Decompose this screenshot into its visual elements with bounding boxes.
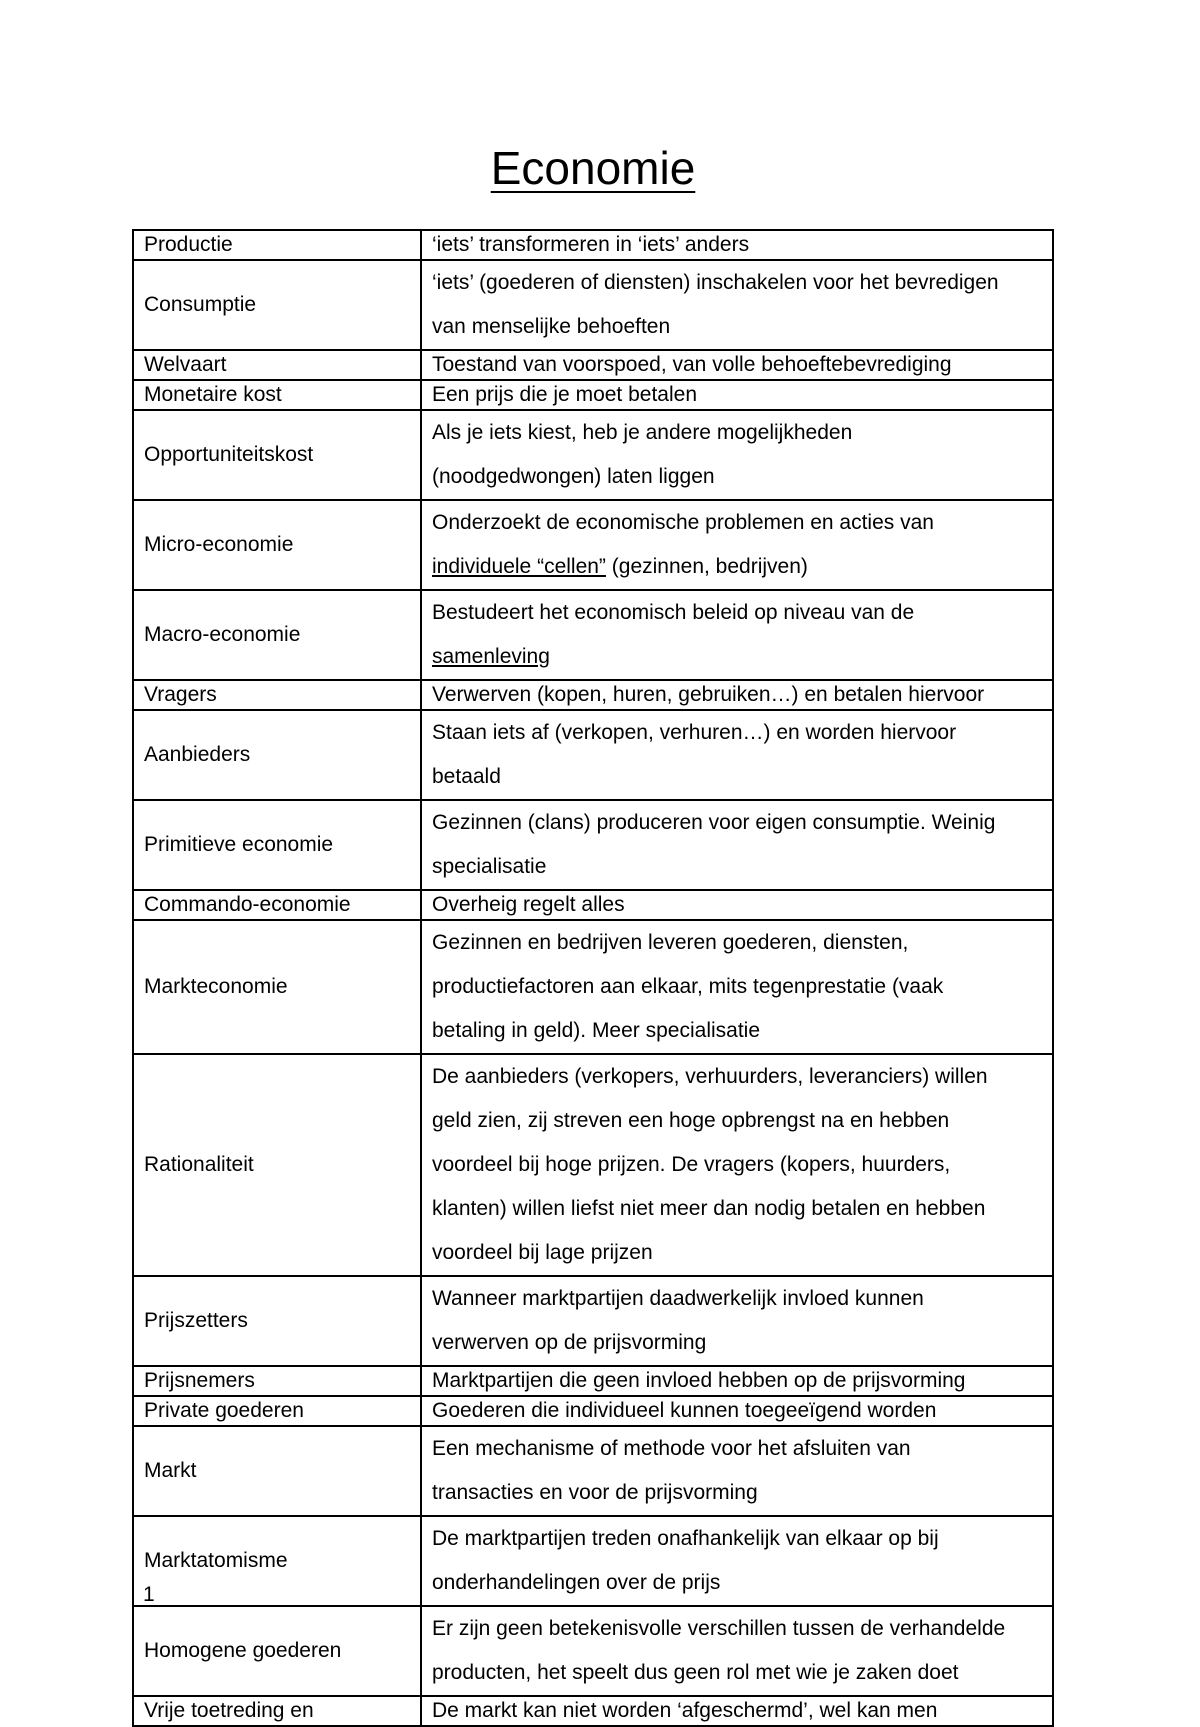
definition-line: specialisatie [432, 855, 547, 878]
definition-line: (noodgedwongen) laten liggen [432, 465, 715, 488]
table-row [133, 380, 1053, 410]
term-cell: Monetaire kost [133, 380, 421, 410]
definition-line: Onderzoekt de economische problemen en acties van [432, 511, 934, 534]
definition-line: producten, het speelt dus geen rol met wie je zaken doet [432, 1661, 959, 1684]
term-cell: Marktatomisme [133, 1516, 421, 1606]
term-cell: Markt [133, 1426, 421, 1516]
table-row [133, 890, 1053, 920]
term-cell: Rationaliteit [133, 1054, 421, 1276]
definition-line: ‘iets’ (goederen of diensten) inschakelen voor het bevredigen [432, 271, 999, 294]
definition-line: verwerven op de prijsvorming [432, 1331, 707, 1354]
table-row [133, 710, 1053, 800]
term-cell: Opportuniteitskost [133, 410, 421, 500]
table-row [133, 350, 1053, 380]
definition-line: betaling in geld). Meer specialisatie [432, 1019, 761, 1042]
definition-line: Een mechanisme of methode voor het afsluiten van [432, 1437, 911, 1460]
table-row [133, 1696, 1053, 1726]
glossary-body [133, 230, 1053, 1726]
definition-line: De aanbieders (verkopers, verhuurders, leveranciers) willen [432, 1065, 988, 1088]
definition-line: onderhandelingen over de prijs [432, 1571, 721, 1594]
table-row [133, 1396, 1053, 1426]
term-cell: Vragers [133, 680, 421, 710]
definition-line [432, 635, 1042, 679]
definition-line: Gezinnen en bedrijven leveren goederen, diensten, [432, 931, 909, 954]
definition-line: voordeel bij lage prijzen [432, 1241, 653, 1264]
definition-line: geld zien, zij streven een hoge opbrengst na en hebben [432, 1109, 950, 1132]
table-row [133, 1606, 1053, 1696]
definition-cell [421, 920, 1053, 1054]
definition-cell [421, 1366, 1053, 1396]
underlined-text: individuele “cellen” [432, 555, 606, 578]
term-cell: Prijsnemers [133, 1366, 421, 1396]
definition-line: Er zijn geen betekenisvolle verschillen tussen de verhandelde [432, 1617, 1006, 1640]
definition-line: betaald [432, 765, 501, 788]
term-cell: Macro-economie [133, 590, 421, 680]
table-row [133, 1366, 1053, 1396]
table-row [133, 1426, 1053, 1516]
definition-cell [421, 230, 1053, 260]
definition-cell [421, 590, 1053, 680]
page-title: Economie [490, 142, 696, 194]
page-number: 1 [143, 1583, 155, 1606]
table-row [133, 410, 1053, 500]
definition-line: Gezinnen (clans) produceren voor eigen consumptie. Weinig [432, 811, 996, 834]
term-cell: Productie [133, 230, 421, 260]
definition-line: ‘iets’ transformeren in ‘iets’ anders [432, 233, 750, 256]
definition-cell [421, 1696, 1053, 1726]
definition-cell [421, 1426, 1053, 1516]
definition-line: Goederen die individueel kunnen toegeeïgend worden [432, 1399, 937, 1422]
definition-line: productiefactoren aan elkaar, mits tegenprestatie (vaak [432, 975, 944, 998]
table-row [133, 920, 1053, 1054]
term-cell: Primitieve economie [133, 800, 421, 890]
definition-line: individuele “cellen” (gezinnen, bedrijven) [432, 555, 808, 578]
term-cell: Consumptie [133, 260, 421, 350]
term-cell: Commando-economie [133, 890, 421, 920]
table-row [133, 1276, 1053, 1366]
definition-cell [421, 1396, 1053, 1426]
table-row [133, 260, 1053, 350]
table-row [133, 800, 1053, 890]
definition-line: voordeel bij hoge prijzen. De vragers (kopers, huurders, [432, 1153, 951, 1176]
term-cell: Private goederen [133, 1396, 421, 1426]
definition-cell [421, 1276, 1053, 1366]
term-cell: Homogene goederen [133, 1606, 421, 1696]
definition-cell [421, 1516, 1053, 1606]
definition-line: Wanneer marktpartijen daadwerkelijk invloed kunnen [432, 1287, 924, 1310]
table-row [133, 500, 1053, 590]
underlined-text: samenleving [432, 645, 550, 668]
definition-cell [421, 800, 1053, 890]
definition-cell [421, 350, 1053, 380]
definition-cell [421, 1606, 1053, 1696]
definition-line: De markt kan niet worden ‘afgeschermd’, wel kan men [432, 1699, 938, 1722]
table-row [133, 230, 1053, 260]
definition-cell [421, 710, 1053, 800]
definition-line: Een prijs die je moet betalen [432, 383, 697, 406]
term-cell: Welvaart [133, 350, 421, 380]
definition-cell [421, 500, 1053, 590]
definition-line: transacties en voor de prijsvorming [432, 1481, 758, 1504]
term-cell: Prijszetters [133, 1276, 421, 1366]
definition-line: Bestudeert het economisch beleid op niveau van de [432, 601, 915, 624]
definition-line: van menselijke behoeften [432, 315, 671, 338]
definition-line: Staan iets af (verkopen, verhuren…) en worden hiervoor [432, 721, 957, 744]
definition-line: Overheig regelt alles [432, 893, 625, 916]
definition-cell [421, 380, 1053, 410]
definition-cell [421, 410, 1053, 500]
table-row [133, 590, 1053, 680]
definition-cell [421, 680, 1053, 710]
definition-cell [421, 260, 1053, 350]
table-row [133, 680, 1053, 710]
definition-cell [421, 890, 1053, 920]
term-cell: Vrije toetreding en [133, 1696, 421, 1726]
definition-line: Toestand van voorspoed, van volle behoeftebevrediging [432, 353, 952, 376]
definition-line: Als je iets kiest, heb je andere mogelijkheden [432, 421, 853, 444]
definition-line: klanten) willen liefst niet meer dan nodig betalen en hebben [432, 1197, 986, 1220]
definition-line: De marktpartijen treden onafhankelijk van elkaar op bij [432, 1527, 939, 1550]
definition-line: Verwerven (kopen, huren, gebruiken…) en betalen hiervoor [432, 683, 985, 706]
table-row [133, 1516, 1053, 1606]
term-cell: Markteconomie [133, 920, 421, 1054]
glossary-table [132, 229, 1054, 1727]
table-row [133, 1054, 1053, 1276]
definition-line: Marktpartijen die geen invloed hebben op de prijsvorming [432, 1369, 966, 1392]
term-cell: Micro-economie [133, 500, 421, 590]
term-cell: Aanbieders [133, 710, 421, 800]
definition-cell [421, 1054, 1053, 1276]
